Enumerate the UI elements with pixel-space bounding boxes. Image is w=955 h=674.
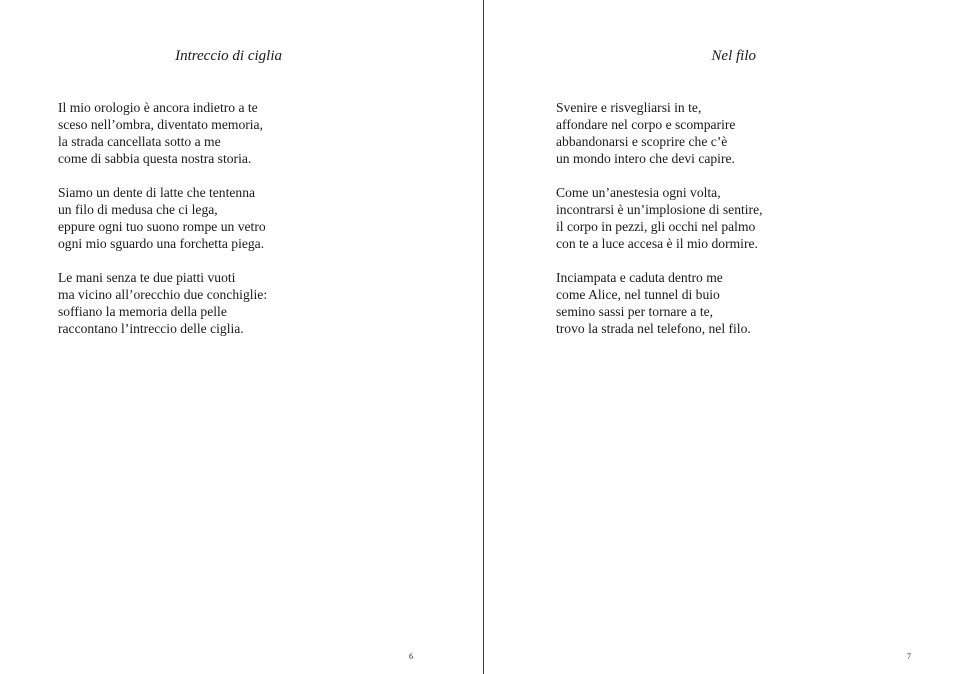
stanza (58, 99, 267, 167)
verse-line: un mondo intero che devi capire. (556, 151, 735, 166)
verse-line: un filo di medusa che ci lega, (58, 202, 218, 217)
verse-line: affondare nel corpo e scomparire (556, 117, 736, 132)
stanza (58, 269, 267, 337)
verse-line: Svenire e risvegliarsi in te, (556, 100, 702, 115)
poem-title: Nel filo (711, 48, 756, 64)
poem-body (58, 99, 267, 354)
verse-line: ma vicino all’orecchio due conchiglie: (58, 287, 268, 302)
page-number: 7 (907, 652, 911, 661)
page-number: 6 (409, 652, 413, 661)
stanza (556, 269, 763, 337)
verse-line: Come un’anestesia ogni volta, (556, 185, 721, 200)
verse-line: come Alice, nel tunnel di buio (556, 287, 720, 302)
stanza (556, 184, 763, 252)
verse-line: la strada cancellata sotto a me (58, 134, 221, 149)
verse-line: semino sassi per tornare a te, (556, 304, 714, 319)
verse-line: ogni mio sguardo una forchetta piega. (58, 236, 265, 251)
verse-line: come di sabbia questa nostra storia. (58, 151, 252, 166)
verse-line: abbandonarsi e scoprire che c’è (556, 134, 728, 149)
verse-line: soffiano la memoria della pelle (58, 304, 227, 319)
poem-title: Intreccio di ciglia (175, 48, 282, 64)
verse-line: eppure ogni tuo suono rompe un vetro (58, 219, 266, 234)
verse-line: incontrarsi è un’implosione di sentire, (556, 202, 763, 217)
verse-line: raccontano l’intreccio delle ciglia. (58, 321, 244, 336)
stanza (556, 99, 763, 167)
verse-line: Inciampata e caduta dentro me (556, 270, 723, 285)
verse-line: sceso nell’ombra, diventato memoria, (58, 117, 263, 132)
poem-body (556, 99, 763, 354)
verse-line: il corpo in pezzi, gli occhi nel palmo (556, 219, 756, 234)
stanza (58, 184, 267, 252)
verse-line: Siamo un dente di latte che tentenna (58, 185, 256, 200)
verse-line: Le mani senza te due piatti vuoti (58, 270, 236, 285)
right-page (484, 0, 955, 674)
verse-line: Il mio orologio è ancora indietro a te (58, 100, 258, 115)
verse-line: con te a luce accesa è il mio dormire. (556, 236, 758, 251)
verse-line: trovo la strada nel telefono, nel filo. (556, 321, 751, 336)
